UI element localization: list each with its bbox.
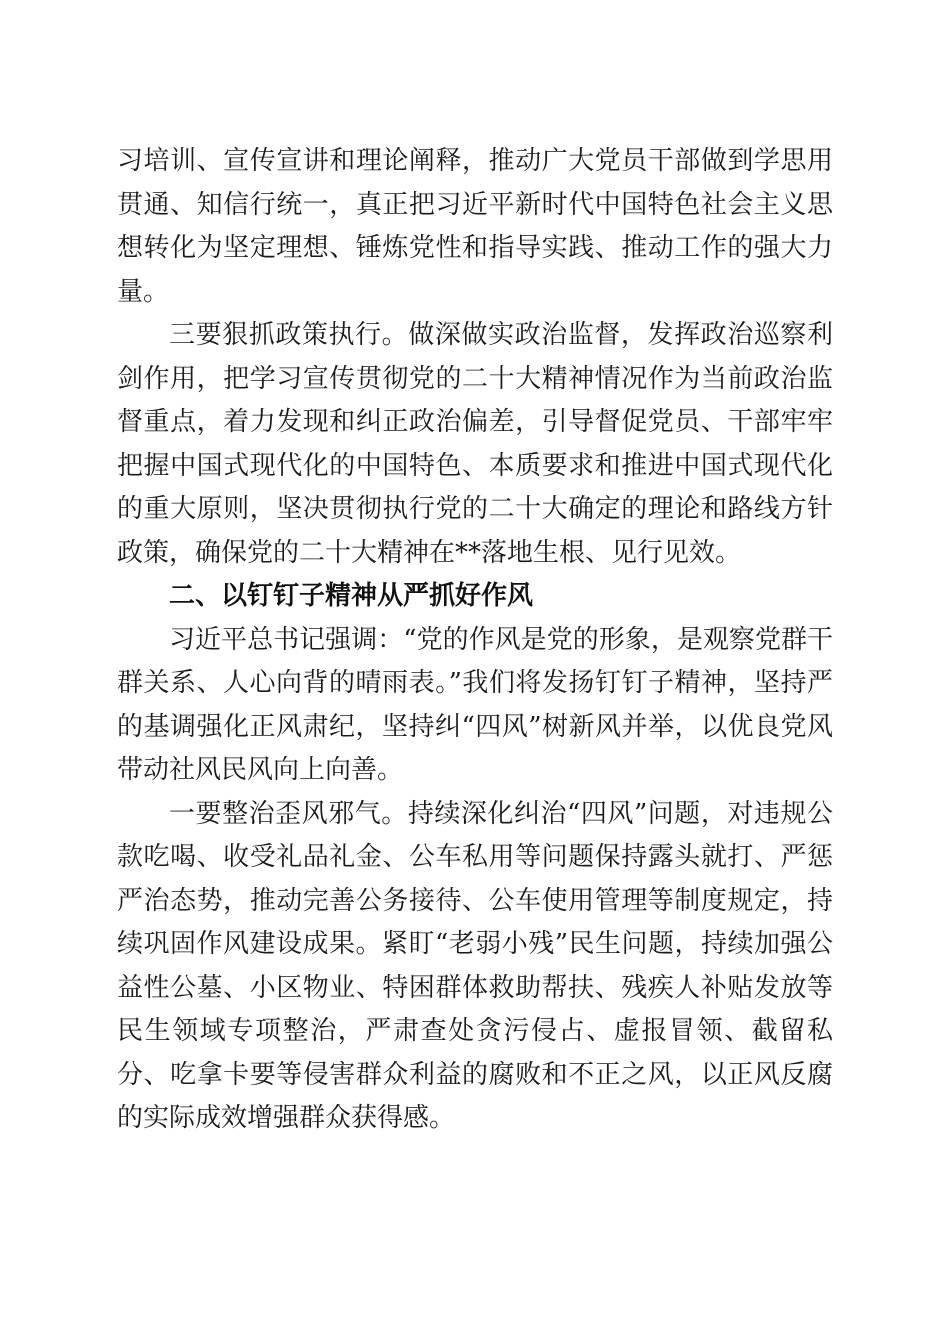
paragraph-rectify-style: 一要整治歪风邪气。持续深化纠治“四风”问题，对违规公款吃喝、收受礼品礼金、公车私用等问题保持露头就打、严惩严治态势，推动完善公务接待、公车使用管理等制度规定，持续巩固作风建设成果。紧盯“老弱小残”民生问题，持续加强公益性公墓、小区物业、特困群体救助帮扶、残疾人补贴发放等民生领域专项整治，严肃查处贪污侵占、虚报冒领、截留私分、吃拿卡要等侵害群众利益的腐败和不正之风，以正风反腐的实际成效增强群众获得感。 [117, 798, 833, 1133]
paragraph-continuation: 习培训、宣传宣讲和理论阐释，推动广大党员干部做到学思用贯通、知信行统一，真正把习近平新时代中国特色社会主义思想转化为坚定理想、锤炼党性和指导实践、推动工作的强大力量。 [117, 146, 833, 307]
paragraph-policy-execution: 三要狠抓政策执行。做深做实政治监督，发挥政治巡察利剑作用，把学习宣传贯彻党的二十大精神情况作为当前政治监督重点，着力发现和纠正政治偏差，引导督促党员、干部牢牢把握中国式现代化的中国特色、本质要求和推进中国式现代化的重大原则，坚决贯彻执行党的二十大确定的理论和路线方针政策，确保党的二十大精神在**落地生根、见行见效。 [117, 320, 833, 568]
document-body [117, 140, 833, 1141]
paragraph-quote: 习近平总书记强调：“党的作风是党的形象，是观察党群干群关系、人心向背的晴雨表。”我们将发扬钉钉子精神，坚持严的基调强化正风肃纪，坚持纠“四风”树新风并举，以优良党风带动社风民风向上向善。 [117, 624, 833, 785]
section-heading: 二、以钉钉子精神从严抓好作风 [169, 581, 534, 611]
